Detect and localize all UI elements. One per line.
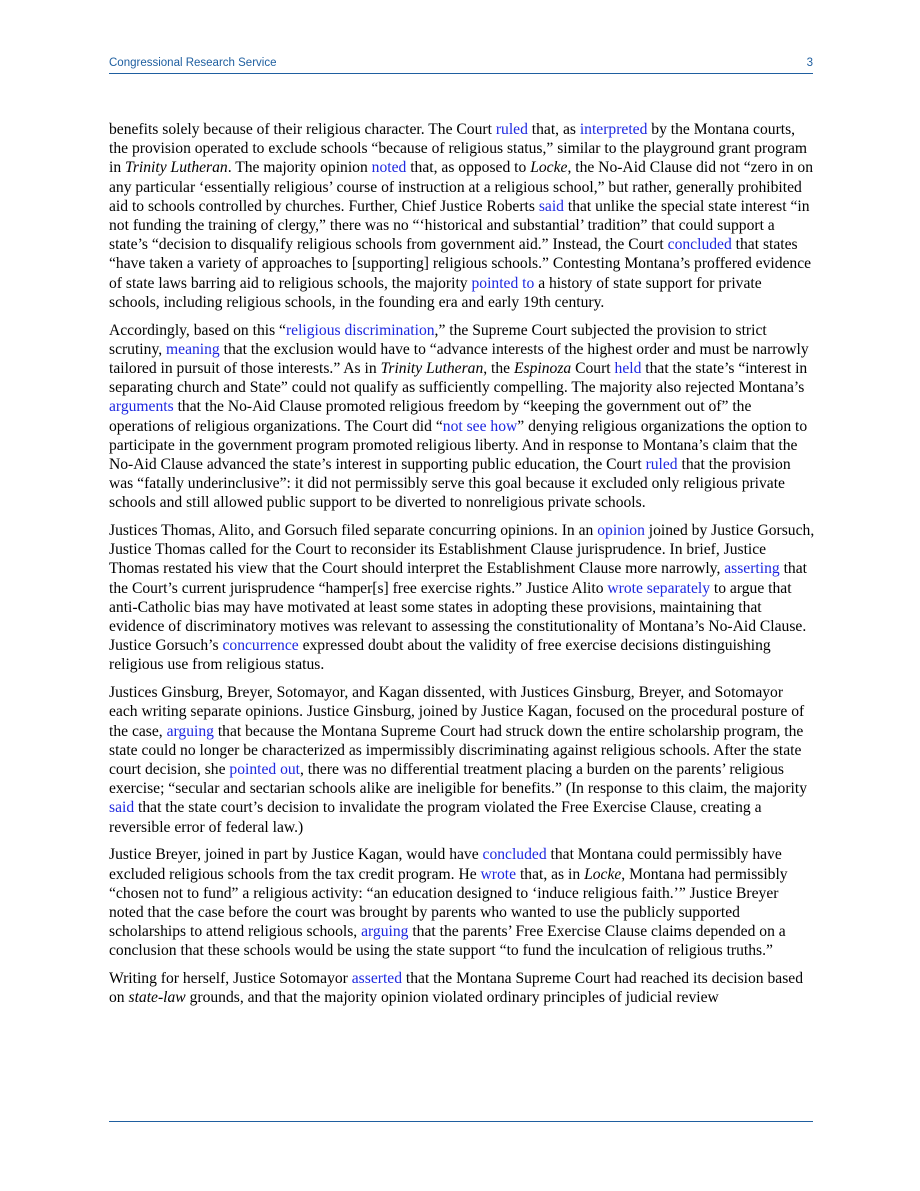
paragraph-2	[109, 321, 815, 513]
text-run: . The majority opinion	[227, 159, 372, 177]
text-run: that the Court’s current jurisprudence “hamper[s] free exercise rights.” Justice Alito	[109, 560, 807, 597]
text-run: , there was no differential treatment placing a burden on the parents’ religious exercise; “secular and sectarian schools alike are ineligible for benefits.” (In response to this claim, the majority	[109, 761, 807, 798]
citation-link[interactable]: meaning	[166, 340, 220, 358]
citation-link[interactable]: opinion	[597, 522, 645, 540]
citation-link[interactable]: wrote separately	[607, 579, 710, 597]
text-run: that Montana could permissibly have excluded religious schools from the tax credit program. He	[109, 846, 782, 883]
text-run: that the parents’ Free Exercise Clause claims depended on a conclusion that these schools would be using the state support “to fund the inculcation of religious truths.”	[109, 923, 786, 960]
text-run: , Montana had permissibly “chosen not to fund” a religious activity: “an education designed to ‘induce religious faith.’” Justice Breyer noted that the case before the court was brought by parents who wanted to use the publicly supported scholarships to attend religious schools,	[109, 865, 788, 941]
text-run: Writing for herself, Justice Sotomayor	[109, 970, 352, 988]
text-run: grounds, and that the majority opinion violated ordinary principles of judicial review	[185, 989, 719, 1007]
text-run: Justices Ginsburg, Breyer, Sotomayor, and Kagan dissented, with Justices Ginsburg, Breyer, and Sotomayor each writing separate opinions. Justice Ginsburg, joined by Justice Kagan, focused on the procedural posture of the case,	[109, 684, 805, 740]
text-run: that the provision was “fatally underinclusive”: it did not permissibly serve this goal because it excluded only religious private schools and still allowed public support to be diverted to nonreligious private schools.	[109, 455, 791, 512]
citation-link[interactable]: wrote	[480, 865, 517, 883]
paragraph-1	[109, 120, 815, 312]
citation-link[interactable]: ruled	[645, 455, 678, 473]
paragraph-5	[109, 845, 815, 960]
header-organization: Congressional Research Service	[109, 57, 277, 69]
text-run: that, as	[527, 121, 580, 138]
italic-term: Trinity Lutheran	[380, 359, 484, 377]
paragraph-6	[109, 969, 815, 1007]
citation-link[interactable]: noted	[371, 159, 407, 177]
text-run: a history of state support for private schools, including religious schools, in the founding era and early 19th century.	[109, 274, 762, 311]
text-run: expressed doubt about the validity of free exercise decisions distinguishing religious use from religious status.	[109, 637, 771, 674]
text-run: that the Montana Supreme Court had reached its decision based on	[109, 970, 803, 1007]
citation-link[interactable]: concurrence	[222, 637, 299, 655]
page-number: 3	[806, 57, 813, 69]
text-run: that unlike the special state interest “in not funding the training of clergy,” there was no “‘historical and substantial’ tradition” that could support a state’s “decision to disqualify religious schools from government aid.” Instead, the Court	[109, 197, 810, 254]
text-run: Court	[571, 359, 615, 377]
paragraph-3	[109, 521, 815, 675]
citation-link[interactable]: not see how	[442, 417, 518, 435]
italic-term: Locke	[530, 159, 568, 177]
text-run: that, as in	[516, 865, 585, 883]
footer-rule	[109, 1121, 813, 1122]
italic-term: state-law	[128, 989, 186, 1007]
citation-link[interactable]: asserting	[724, 560, 780, 578]
italic-term: Locke	[584, 865, 622, 883]
text-run: Justice Breyer, joined in part by Justice Kagan, would have	[109, 846, 483, 864]
text-run: to argue that anti-Catholic bias may have motivated at least some states in adopting these provisions, maintaining that evidence of discriminatory motives was relevant to assessing the constitutionality of Montana’s No-Aid Clause. Justice Gorsuch’s	[109, 579, 807, 655]
citation-link[interactable]: pointed to	[471, 274, 535, 292]
text-run: that because the Montana Supreme Court had struck down the entire scholarship program, the state could no longer be characterized as impermissibly discriminating against religious schools. After the state court decision, she	[109, 722, 804, 778]
citation-link[interactable]: interpreted	[579, 121, 648, 138]
paragraph-4	[109, 683, 815, 837]
italic-term: Trinity Lutheran	[125, 159, 228, 177]
citation-link[interactable]: asserted	[351, 970, 402, 988]
text-run: that the state court’s decision to invalidate the program violated the Free Exercise Clause, creating a reversible error of federal law.)	[109, 799, 762, 836]
citation-link[interactable]: pointed out	[229, 761, 300, 778]
text-run: that the exclusion would have to “advance interests of the highest order and must be narrowly tailored in pursuit of those interests.” As in	[109, 340, 809, 377]
citation-link[interactable]: arguing	[166, 722, 214, 740]
text-run: joined by Justice Gorsuch, Justice Thomas called for the Court to reconsider its Establishment Clause jurisprudence. In brief, Justice Thomas restated his view that the Court should interpret the Establishment Clause more narrowly,	[109, 522, 815, 578]
text-run: ,” the Supreme Court subjected the provision to strict scrutiny,	[109, 321, 767, 358]
text-run: that the No-Aid Clause promoted religious freedom by “keeping the government out of” the operations of religious organizations. The Court did “	[109, 398, 752, 435]
text-run: ” denying religious organizations the option to participate in the government program promoted religious liberty. And in response to Montana’s claim that the No-Aid Clause advanced the state’s interest in supporting public education, the Court	[109, 417, 808, 473]
citation-link[interactable]: held	[614, 359, 642, 377]
text-run: by the Montana courts, the provision operated to exclude schools “because of religious status,” similar to the playground grant program in	[109, 121, 808, 177]
text-run: benefits solely because of their religious character. The Court	[109, 121, 496, 138]
text-run: that, as opposed to	[406, 159, 531, 177]
citation-link[interactable]: ruled	[495, 121, 528, 138]
citation-link[interactable]: said	[538, 197, 564, 215]
text-run: that states “have taken a variety of approaches to [supporting] religious schools.” Contesting Montana’s proffered evidence of state laws barring aid to religious schools, the majority	[109, 236, 812, 292]
text-run: Justices Thomas, Alito, and Gorsuch filed separate concurring opinions. In an	[109, 522, 598, 540]
text-run: , the	[483, 359, 514, 377]
citation-link[interactable]: said	[109, 799, 135, 817]
document-body	[109, 120, 815, 1016]
running-header	[109, 57, 813, 74]
citation-link[interactable]: arguing	[361, 923, 409, 941]
text-run: , the No-Aid Clause did not “zero in on any particular ‘essentially religious’ course of instruction at a religious school,” but rather, generally prohibited aid to schools controlled by churches. Further, Chief Justice Roberts	[109, 159, 813, 215]
citation-link[interactable]: concluded	[667, 236, 732, 254]
citation-link[interactable]: religious discrimination	[285, 321, 435, 339]
citation-link[interactable]: concluded	[482, 846, 547, 864]
citation-link[interactable]: arguments	[109, 398, 174, 416]
italic-term: Espinoza	[514, 359, 572, 377]
text-run: that the state’s “interest in separating church and State” could not qualify as sufficiently compelling. The majority also rejected Montana’s	[109, 359, 808, 397]
text-run: Accordingly, based on this “	[109, 321, 286, 339]
